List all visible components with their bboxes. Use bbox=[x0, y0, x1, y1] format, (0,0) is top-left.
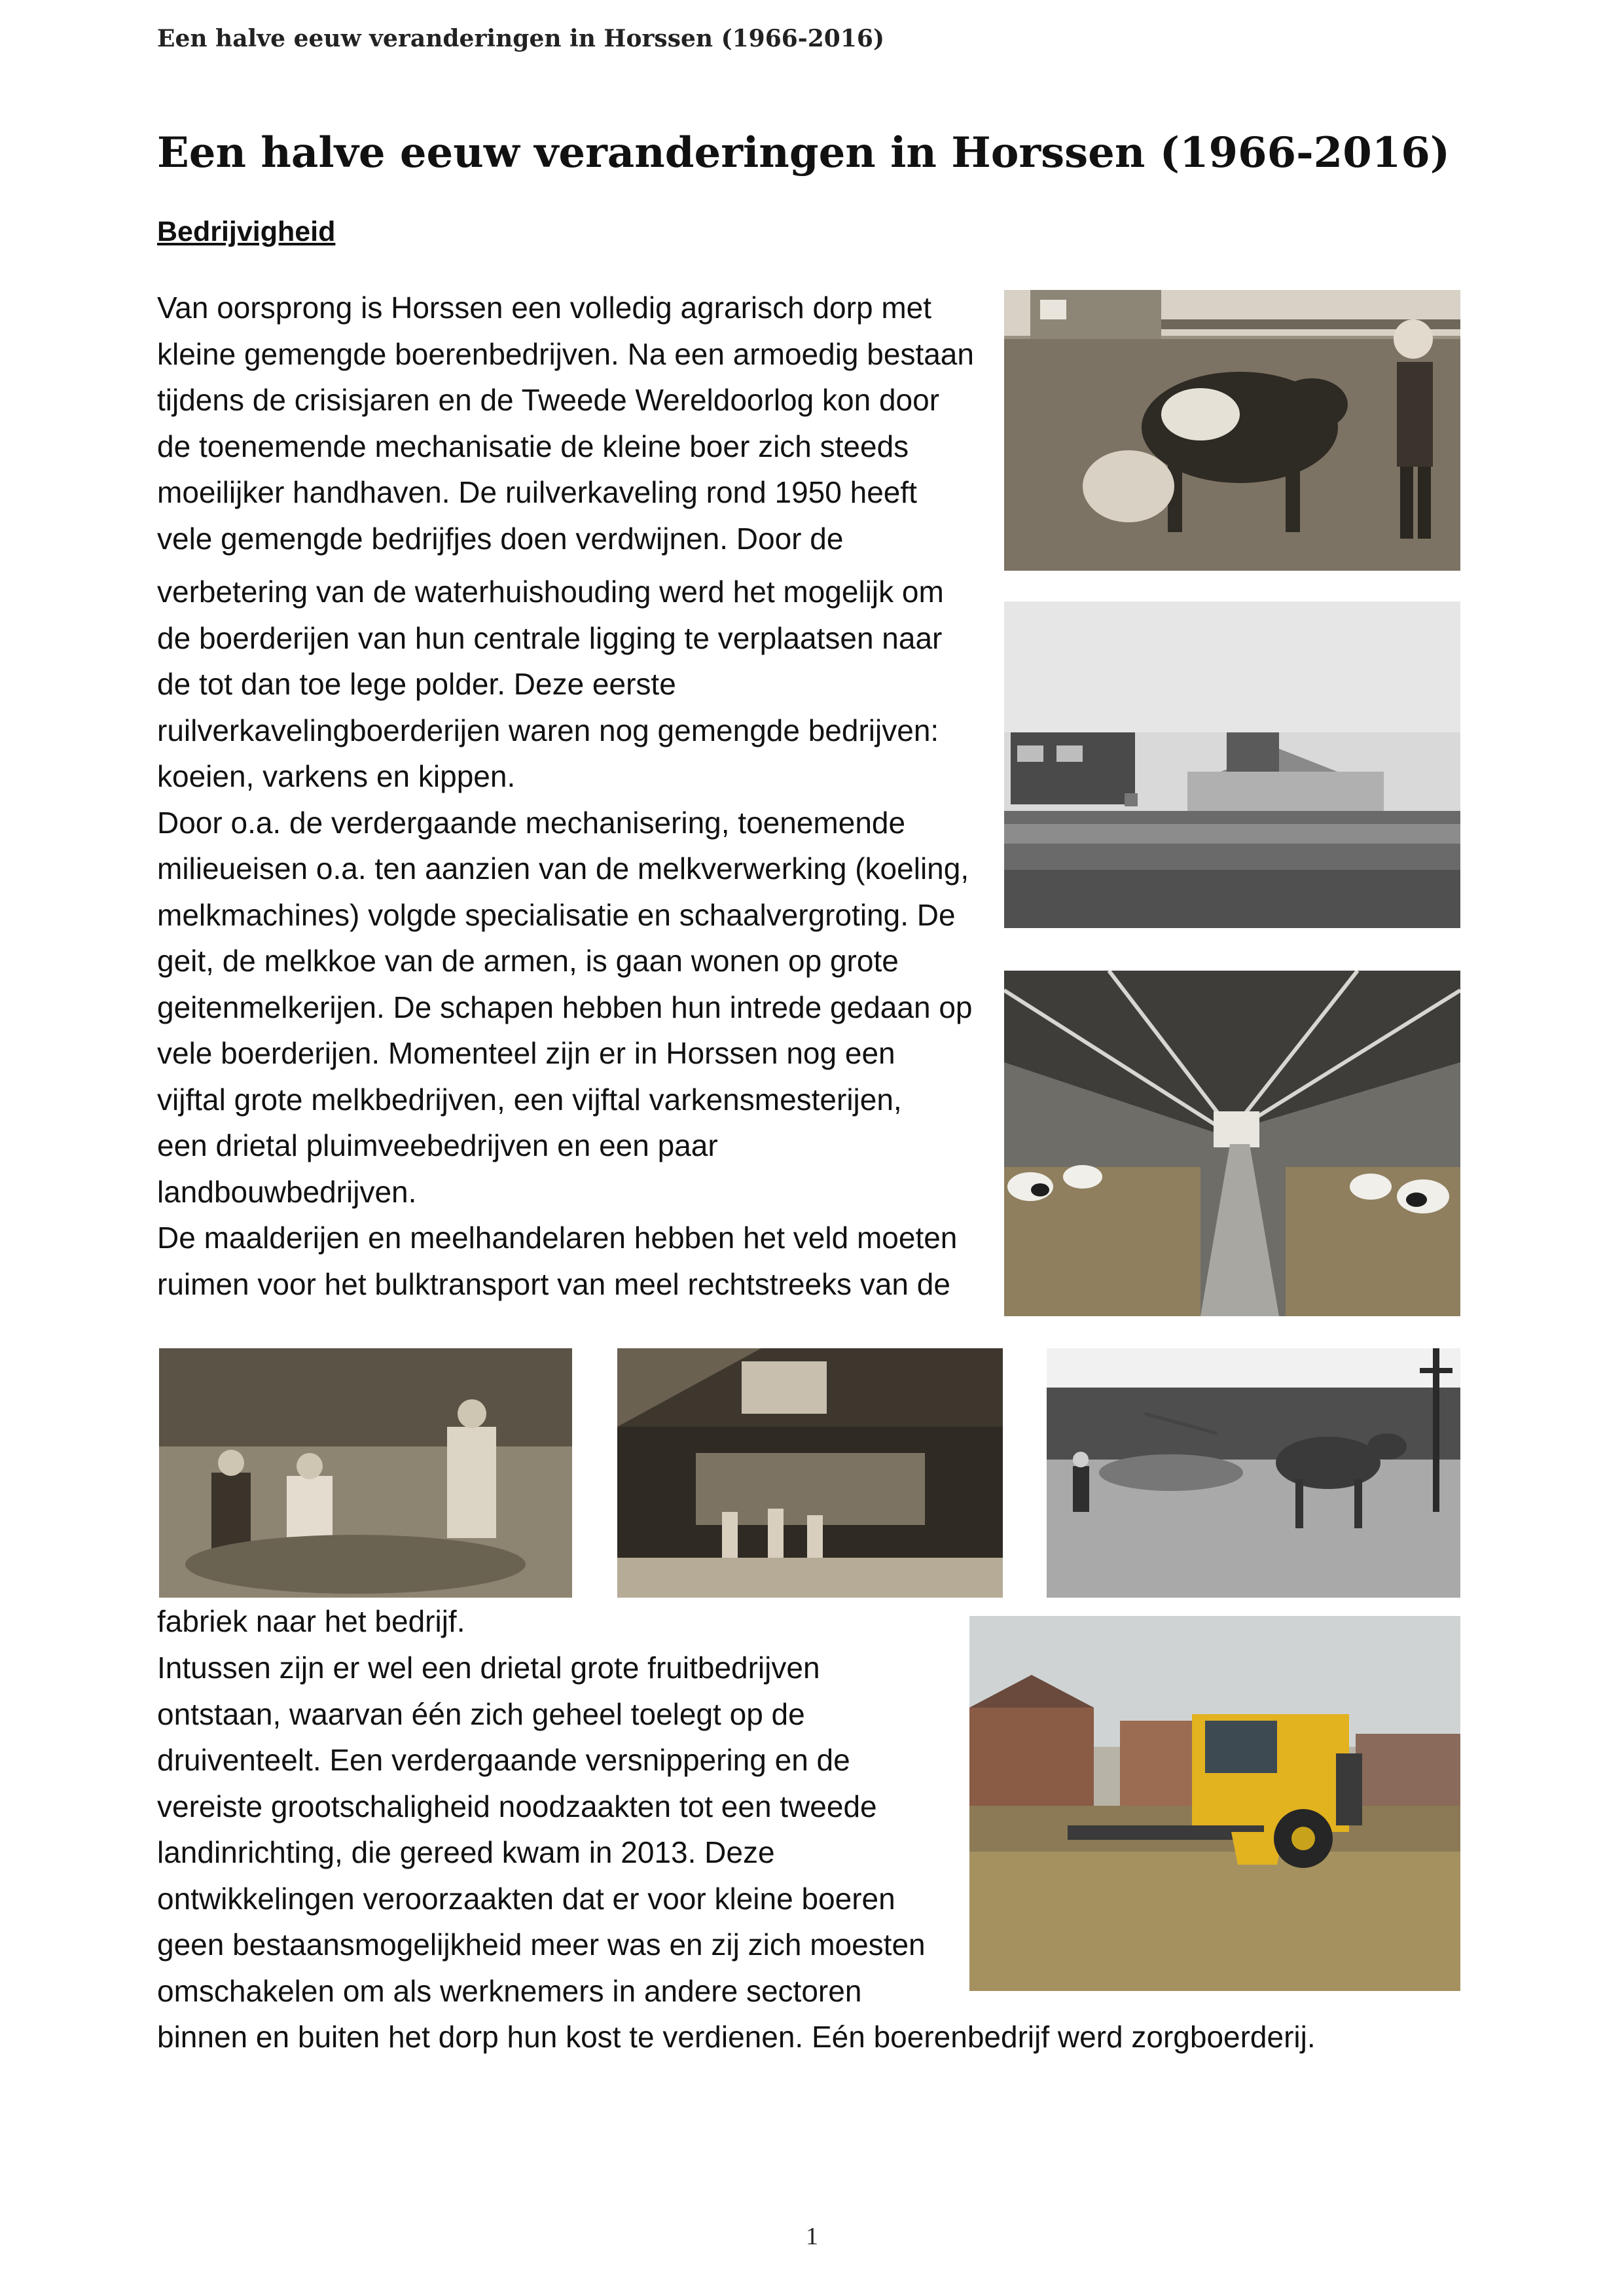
photo-threshing-barn bbox=[617, 1348, 1003, 1598]
text-line: geitenmelkerijen. De schapen hebben hun intrede gedaan op bbox=[157, 990, 973, 1024]
section-heading: Bedrijvigheid bbox=[157, 216, 336, 247]
text-line: Van oorsprong is Horssen een volledig agrarisch dorp met bbox=[157, 291, 931, 325]
text-line: geit, de melkkoe van de armen, is gaan wonen op grote bbox=[157, 944, 899, 978]
text-line: vijftal grote melkbedrijven, een vijftal varkensmesterijen, bbox=[157, 1083, 902, 1117]
text-line: ontstaan, waarvan één zich geheel toelegt op de bbox=[157, 1697, 805, 1731]
text-line: De maalderijen en meelhandelaren hebben het veld moeten bbox=[157, 1221, 958, 1255]
text-line: ruilverkavelingboerderijen waren nog gemengde bedrijven: bbox=[157, 713, 939, 747]
photo-cow-barn bbox=[1004, 971, 1460, 1316]
text-line: fabriek naar het bedrijf. bbox=[157, 1604, 465, 1638]
text-line: een drietal pluimveebedrijven en een paar bbox=[157, 1128, 718, 1162]
text-line: landinrichting, die gereed kwam in 2013. Deze bbox=[157, 1835, 775, 1869]
running-header: Een halve eeuw veranderingen in Horssen (1966-2016) bbox=[157, 25, 884, 52]
text-line: tijdens de crisisjaren en de Tweede Wereldoorlog kon door bbox=[157, 383, 940, 417]
text-line: geen bestaansmogelijkheid meer was en zij zich moesten bbox=[157, 1928, 926, 1962]
text-line: omschakelen om als werknemers in andere sectoren bbox=[157, 1974, 862, 2008]
photo-cow-with-farmer bbox=[1004, 290, 1460, 571]
page-number: 1 bbox=[806, 2223, 818, 2250]
page-title: Een halve eeuw veranderingen in Horssen (1966-2016) bbox=[157, 128, 1451, 177]
photo-combine-harvester bbox=[969, 1616, 1460, 1991]
text-line: vereiste grootschaligheid noodzaakten tot een tweede bbox=[157, 1789, 877, 1823]
text-line: de tot dan toe lege polder. Deze eerste bbox=[157, 667, 676, 701]
text-line: binnen en buiten het dorp hun kost te verdienen. Eén boerenbedrijf werd zorgboerderij. bbox=[157, 2020, 1316, 2054]
text-line: koeien, varkens en kippen. bbox=[157, 759, 516, 793]
photo-horse-harvester bbox=[1047, 1348, 1460, 1598]
photo-farm-buildings bbox=[1004, 601, 1460, 928]
text-line: melkmachines) volgde specialisatie en schaalvergroting. De bbox=[157, 898, 956, 932]
text-line: milieueisen o.a. ten aanzien van de melkverwerking (koeling, bbox=[157, 852, 969, 886]
text-line: de boerderijen van hun centrale ligging te verplaatsen naar bbox=[157, 621, 943, 655]
text-line: ontwikkelingen veroorzaakten dat er voor kleine boeren bbox=[157, 1882, 895, 1916]
text-line: landbouwbedrijven. bbox=[157, 1175, 417, 1209]
text-line: Door o.a. de verdergaande mechanisering, toenemende bbox=[157, 806, 906, 840]
text-line: vele boerderijen. Momenteel zijn er in Horssen nog een bbox=[157, 1036, 895, 1070]
text-line: druiventeelt. Een verdergaande versnippering en de bbox=[157, 1743, 850, 1777]
text-line: moeilijker handhaven. De ruilverkaveling rond 1950 heeft bbox=[157, 475, 917, 509]
photo-field-workers bbox=[159, 1348, 572, 1598]
text-line: ruimen voor het bulktransport van meel rechtstreeks van de bbox=[157, 1267, 950, 1301]
text-line: Intussen zijn er wel een drietal grote fruitbedrijven bbox=[157, 1651, 820, 1685]
text-line: de toenemende mechanisatie de kleine boer zich steeds bbox=[157, 429, 909, 463]
text-line: kleine gemengde boerenbedrijven. Na een armoedig bestaan bbox=[157, 337, 974, 371]
text-line: vele gemengde bedrijfjes doen verdwijnen. Door de bbox=[157, 522, 844, 556]
text-line: verbetering van de waterhuishouding werd het mogelijk om bbox=[157, 575, 944, 609]
